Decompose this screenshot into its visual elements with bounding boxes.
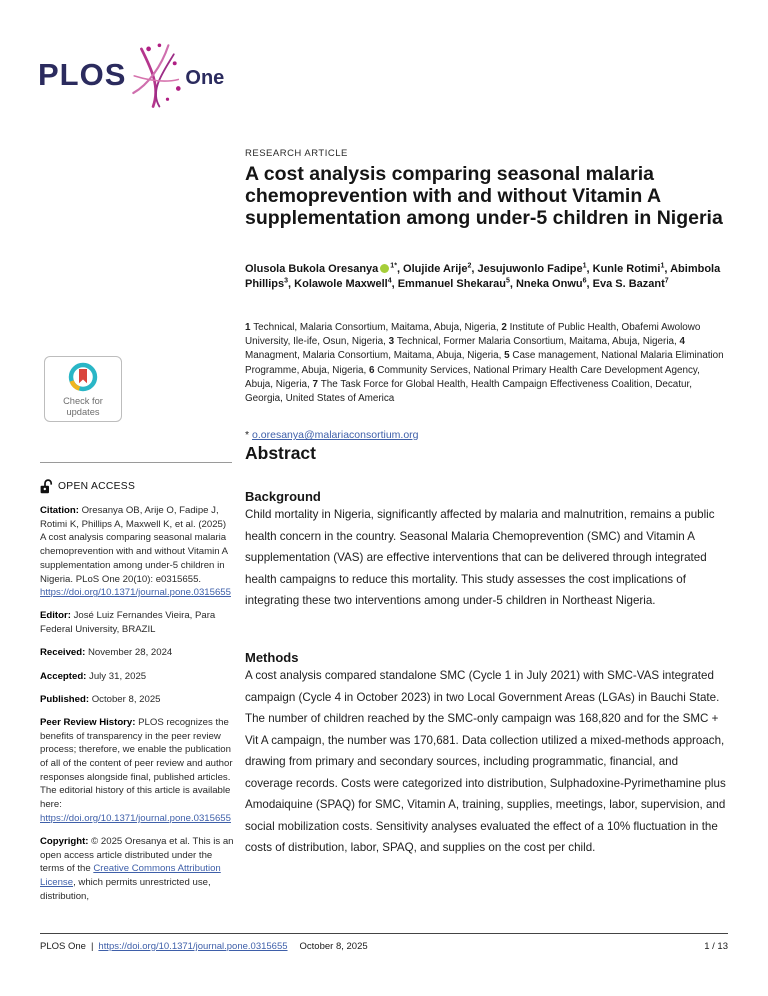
affiliations: 1 Technical, Malaria Consortium, Maitama, Abuja, Nigeria, 2 Institute of Public Health, Obafemi Awolowo University, Ile-ife, Osun, Nigeria, 3 Technical, Former Malaria Consortium, Maitama, Abuja, Nigeria, 4 Managment, Malaria Consortium, Maitama, Abuja, Nigeria, 5 Case management, National Malaria Elimination Programme, Abuja, Nigeria, 6 Community Services, National Primary Health Care Development Agency, Abuja, Nigeria, 7 The Task Force for Global Health, Health Campaign Effectiveness Coalition, Decatur, Georgia, United States of America (245, 322, 724, 405)
author-list: Olusola Bukola Oresanya $^{1*}$, Olujide Arije$^2$, Jesujuwonlo Fadipe$^1$, Kunle Rotimi$^1$, Abimbola Phillips$^3$, Kolawole Maxwell$^4$, Emmanuel Shekarau$^5$, Nneka Onwu$^6$, Eva S. Bazant$^7$ (245, 262, 721, 291)
footer-journal-name: PLOS One (40, 941, 86, 952)
background-text: Child mortality in Nigeria, significantly affected by malaria and malnutrition, remains a public health concern in the country. Seasonal Malaria Chemoprevention (SMC) and Vitamin A supplementation (VAS) are effective interventions that can be delivered through integrated health campaigns to reduce this mortality. This study assesses the cost implications of integrating these two interventions among under-5 children in Northeast Nigeria. (245, 508, 715, 607)
check-for-updates-badge[interactable] (44, 356, 122, 422)
open-access-row (40, 479, 234, 494)
methods-heading: Methods (245, 650, 299, 665)
footer-doi-link[interactable]: https://doi.org/10.1371/journal.pone.0315655 (98, 941, 288, 952)
page-indicator: 1 / 13 (704, 941, 728, 952)
copyright-block: Copyright: © 2025 Oresanya et al. This is an open access article distributed under the terms of the Creative Commons Attribution License, which permits unrestricted use, distribution, (40, 836, 234, 902)
plos-logo-flourish-icon (127, 41, 181, 109)
editor-block: Editor: José Luiz Fernandes Vieira, Para Federal University, BRAZIL (40, 610, 216, 636)
cc-license-link[interactable]: Creative Commons Attribution License (40, 863, 221, 889)
check-for-updates-label: Check for updates (63, 396, 103, 417)
crossmark-icon (67, 361, 99, 393)
article-type-label: RESEARCH ARTICLE (245, 148, 348, 159)
footer-separator: | (90, 941, 94, 952)
open-access-label: OPEN ACCESS (58, 480, 136, 492)
corresponding-author-email: * o.oresanya@malariaconsortium.org (245, 429, 419, 441)
journal-name-text: One (185, 66, 225, 89)
sidebar (40, 479, 234, 904)
open-lock-icon (40, 479, 53, 494)
orcid-icon (380, 264, 389, 273)
peer-review-history-block: Peer Review History: PLOS recognizes the benefits of transparency in the peer review process; therefore, we enable the publication of all of the content of peer review and author responses alongside final, published articles. The editorial history of this article is available here: https://doi.org/10.1371/journal.pone.0315655 (40, 716, 233, 824)
footer-left (40, 941, 368, 952)
footer (40, 941, 728, 952)
sidebar-divider (40, 462, 232, 463)
citation-block: Citation: Oresanya OB, Arije O, Fadipe J, Rotimi K, Phillips A, Maxwell K, et al. (2025) A cost analysis comparing seasonal malaria chemoprevention with and without Vitamin A supplementation among under-5 children in Nigeria. PLoS One 20(10): e0315655. https://doi.org/10.1371/journal.pone.0315655 (40, 505, 231, 599)
article-title: A cost analysis comparing seasonal malaria chemoprevention with and without Vitamin A supplementation among under-5 children in Nigeria (245, 163, 723, 229)
citation-doi-link[interactable]: https://doi.org/10.1371/journal.pone.0315655 (40, 587, 231, 599)
plos-one-logo (38, 38, 224, 112)
footer-divider (40, 933, 728, 934)
published-block: Published: October 8, 2025 (40, 693, 161, 705)
accepted-block: Accepted: July 31, 2025 (40, 670, 147, 682)
corresponding-email-link[interactable]: o.oresanya@malariaconsortium.org (252, 429, 419, 441)
background-heading: Background (245, 489, 321, 504)
abstract-heading: Abstract (245, 443, 316, 463)
methods-text: A cost analysis compared standalone SMC (Cycle 1 in July 2021) with SMC-VAS integrated campaign (Cycle 4 in October 2023) in two Local Government Areas (LGAs) in Bauchi State. The number of children reached by the SMC-only campaign was 168,820 and for the SMC + Vit A campaign, the number was 170,681. Data collection utilized a mixed-methods approach, drawing from primary and secondary sources, including programmatic, financial, and coverage records. Costs were categorized into distribution, Sulphadoxine-Pyrimethamine plus Amodaiquine (SPAQ) for SMC, Vitamin A, training, supplies, meetings, labor, supervision, and social mobilization costs. Sensitivity analyses evaluated the effect of a 10% fluctuation in the costs of distribution, labor, SPAQ, and supplies on the cost per child. (245, 669, 726, 854)
peer-review-doi-link[interactable]: https://doi.org/10.1371/journal.pone.0315655 (40, 812, 231, 824)
footer-date: October 8, 2025 (299, 941, 368, 952)
plos-logo-text: PLOS (38, 57, 127, 92)
received-block: Received: November 28, 2024 (40, 647, 173, 659)
